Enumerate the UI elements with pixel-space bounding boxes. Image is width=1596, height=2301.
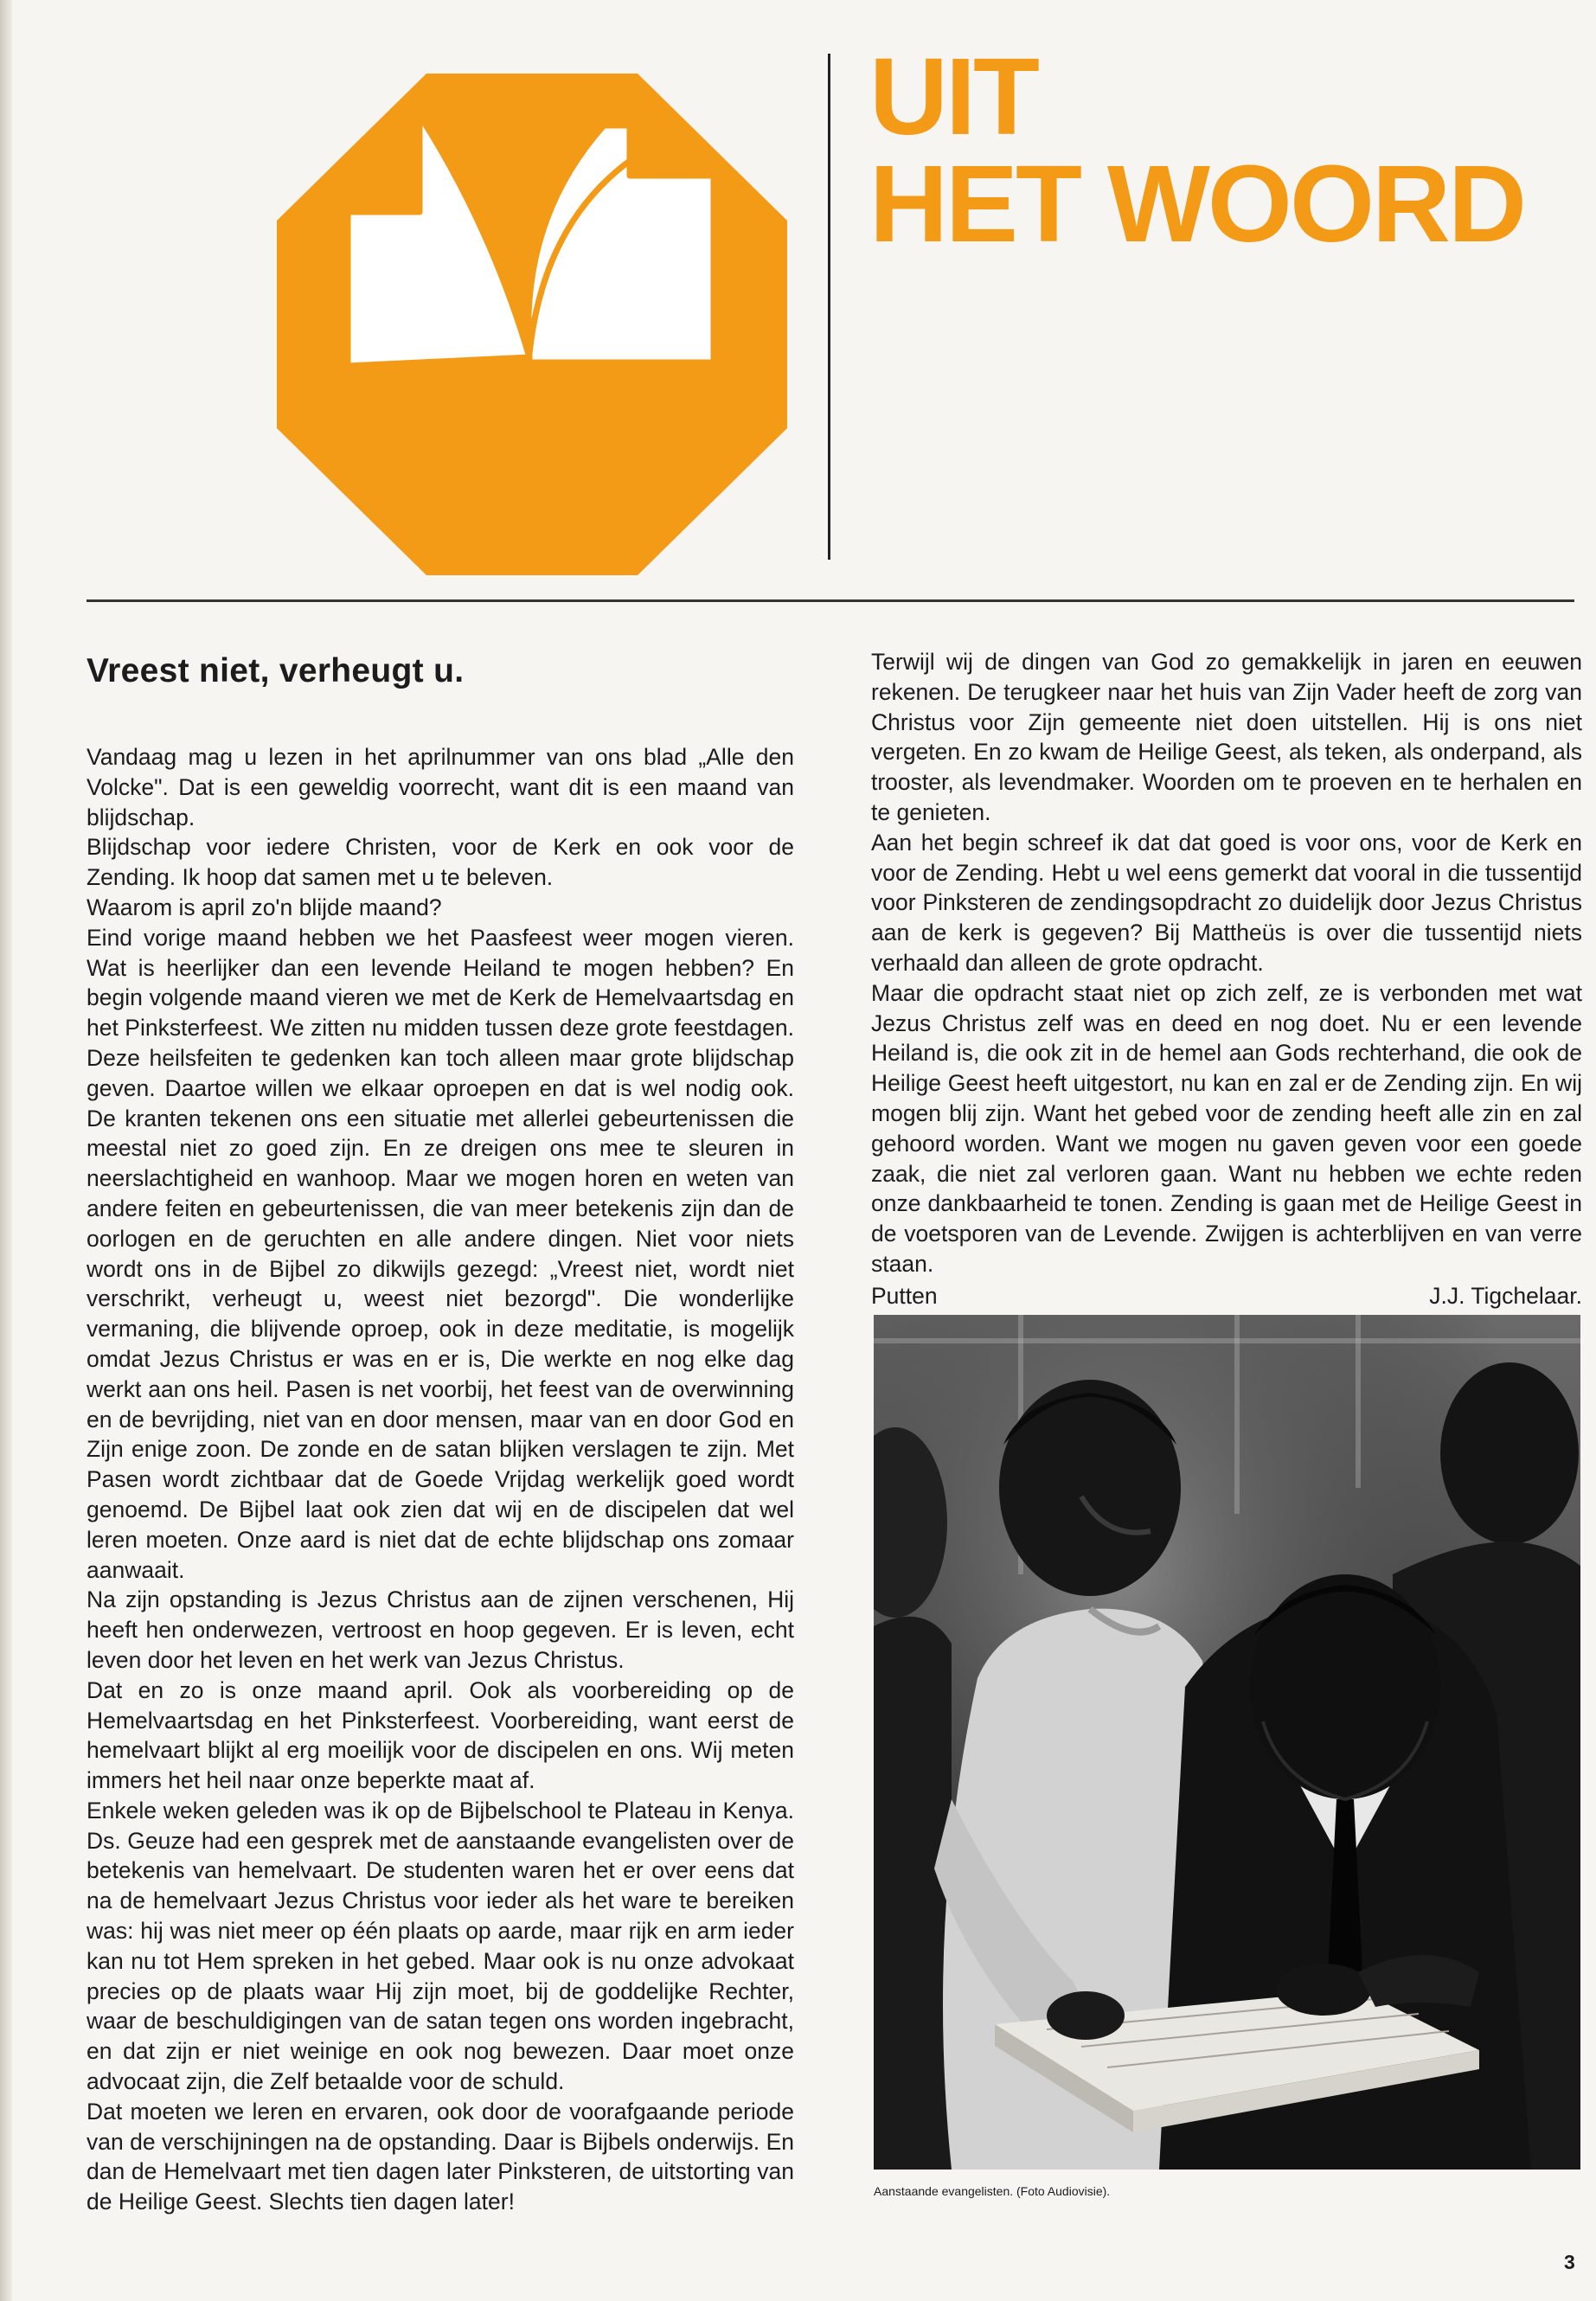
article-paragraph: Aan het begin schreef ik dat dat goed is voor ons, voor de Kerk en voor de Zending. Hebt u wel eens gemerkt dat vooral in die tussentijd voor Pinksteren de zendingsopdracht zo duidelijk door Jezus Christus aan de kerk is gegeven? Bij Mattheüs is over die tussentijd niets verhaald dan alleen de grote opdracht.: [871, 829, 1582, 976]
page-number: 3: [1564, 2251, 1575, 2273]
article-paragraph: Waarom is april zo'n blijde maand?: [87, 894, 442, 920]
section-title: [869, 35, 1524, 265]
header-vertical-rule: [828, 54, 830, 560]
article-left-column: [87, 742, 794, 2217]
section-title-line2: HET WOORD: [869, 143, 1524, 265]
article-paragraph: Eind vorige maand hebben we het Paasfeest weer mogen vieren. Wat is heerlijker dan een levende Heiland te mogen hebben? En begin volgende maand vieren we met de Kerk de Hemelvaartsdag en het Pinksterfeest. We zitten nu midden tussen deze grote feestdagen. Deze heilsfeiten te gedenken kan toch alleen maar grote blijdschap geven. Daartoe willen we elkaar oproepen en dat is wel nodig ook. De kranten tekenen ons een situatie met allerlei gebeurtenissen die meestal niet zo goed zijn. En ze dreigen ons mee te sleuren in neerslachtigheid en wanhoop. Maar we mogen horen en weten van andere feiten en gebeurtenissen, die van meer betekenis zijn dan de oorlogen en de geruchten en alle andere dingen. Niet voor niets wordt ons in de Bijbel zo dikwijls gezegd: „Vreest niet, wordt niet verschrikt, verheugt u, weest niet bezorgd". Die wonderlijke vermaning, die blijvende oproep, ook in deze meditatie, is mogelijk omdat Jezus Christus er was en er is, Die werkte en nog elke dag werkt aan ons heil. Pasen is net voorbij, het feest van de overwinning en de bevrijding, niet van en door mensen, maar van en door God en Zijn enige zoon. De zonde en de satan blijken verslagen te zijn. Met Pasen wordt zichtbaar dat de Goede Vrijdag werkelijk goed wordt genoemd. De Bijbel laat ook zien dat wij en de discipelen dat wel leren moeten. Onze aard is niet dat de echte blijdschap ons zomaar aanwaait.: [87, 924, 794, 1583]
page-binding-edge: [0, 0, 12, 2301]
article-signature: [871, 1281, 1582, 1311]
article-paragraph: Vandaag mag u lezen in het aprilnummer van ons blad „Alle den Volcke". Dat is een geweldig voorrecht, want dit is een maand van blijdschap.: [87, 744, 794, 830]
article-paragraph: Dat moeten we leren en ervaren, ook door de voorafgaande periode van de verschijningen na de opstanding. Daar is Bijbels onderwijs. En dan de Hemelvaart met tien dagen later Pinksteren, de uitstorting van de Heilige Geest. Slechts tien dagen later!: [87, 2098, 794, 2215]
article-paragraph: Na zijn opstanding is Jezus Christus aan de zijnen verschenen, Hij heeft hen onderwezen, vertroost en hoop gegeven. Er is leven, echt leven door het leven en het werk van Jezus Christus.: [87, 1586, 794, 1673]
photo-students: [874, 1315, 1580, 2170]
photo-caption: Aanstaande evangelisten. (Foto Audiovisie).: [874, 2184, 1111, 2198]
article-right-column: [871, 647, 1582, 1311]
article-headline: Vreest niet, verheugt u.: [87, 652, 465, 689]
header-horizontal-rule: [87, 599, 1574, 602]
article-paragraph: Enkele weken geleden was ik op de Bijbelschool te Plateau in Kenya. Ds. Geuze had een gesprek met de aanstaande evangelisten over de betekenis van hemelvaart. De studenten waren het er over eens dat na de hemelvaart Jezus Christus voor ieder als het ware te bereiken was: hij was niet meer op één plaats op aarde, maar rijk en arm ieder kan nu tot Hem spreken in het gebed. Maar ook is nu onze advokaat precies op de plaats waar Hij zijn moet, bij de goddelijke Rechter, waar de beschuldigingen van de satan tegen ons worden ingebracht, en dat zijn er niet weinige en ook nog bewezen. Daar moet onze advocaat zijn, die Zelf betaalde voor de schuld.: [87, 1797, 794, 2095]
octagon-open-book-icon: [277, 74, 787, 575]
article-author: J.J. Tigchelaar.: [1429, 1282, 1582, 1309]
article-paragraph: Blijdschap voor iedere Christen, voor de Kerk en ook voor de Zending. Ik hoop dat samen met u te beleven.: [87, 834, 794, 891]
article-paragraph: Dat en zo is onze maand april. Ook als voorbereiding op de Hemelvaartsdag en het Pinksterfeest. Voorbereiding, want eerst de hemelvaart blijkt al erg moeilijk voor de discipelen en ons. Wij meten immers het heil naar onze beperkte maat af.: [87, 1676, 794, 1794]
section-title-line1: UIT: [869, 35, 1037, 157]
article-place: Putten: [871, 1282, 938, 1309]
article-paragraph: Terwijl wij de dingen van God zo gemakkelijk in jaren en eeuwen rekenen. De terugkeer naar het huis van Zijn Vader heeft de zorg van Christus voor Zijn gemeente niet doen uitstellen. Hij is ons niet vergeten. En zo kwam de Heilige Geest, als teken, als onderpand, als trooster, als levendmaker. Woorden om te proeven en te herhalen en te genieten.: [871, 649, 1582, 825]
article-paragraph: Maar die opdracht staat niet op zich zelf, ze is verbonden met wat Jezus Christus zelf was en deed en nog doet. Nu er een levende Heiland is, die ook zit in de hemel aan Gods rechterhand, die ook de Heilige Geest heeft uitgestort, nu kan en zal er de Zending zijn. En wij mogen blij zijn. Want het gebed voor de zending heeft alle zin en zal gehoord worden. Want we mogen nu gaven geven voor een goede zaak, die niet zal verloren gaan. Want nu hebben we echte reden onze dankbaarheid te tonen. Zending is gaan met de Heilige Geest in de voetsporen van de Levende. Zwijgen is achterblijven en van verre staan.: [871, 979, 1582, 1277]
